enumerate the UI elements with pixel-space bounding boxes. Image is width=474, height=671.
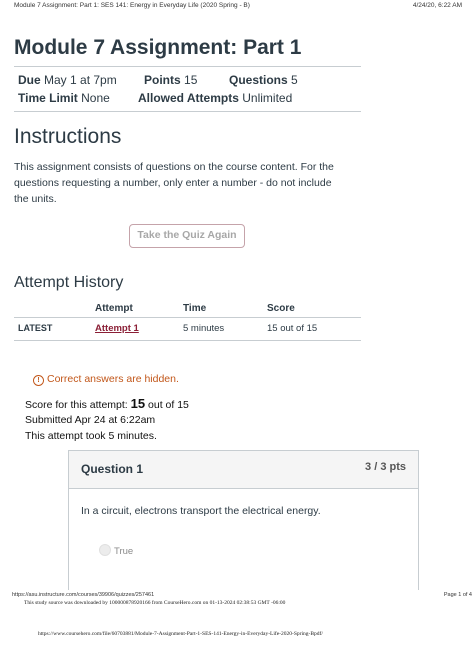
- print-header-title: Module 7 Assignment: Part 1: SES 141: Energy in Everyday Life (2020 Spring - B): [14, 2, 250, 9]
- answer-option-label: True: [114, 546, 134, 557]
- allowed-attempts-value: Unlimited: [242, 91, 293, 105]
- meta-divider: [14, 111, 361, 112]
- instructions-heading: Instructions: [14, 125, 122, 148]
- score-line: [25, 396, 189, 411]
- score-prefix: Score for this attempt:: [25, 399, 128, 411]
- info-circle-icon: !: [33, 375, 44, 386]
- answer-option-true: [99, 544, 133, 557]
- instructions-text: This assignment consists of questions on the course content. For the questions requesting a number, only enter a number - do not include the units.: [14, 161, 334, 205]
- question-title: Question 1: [81, 462, 144, 476]
- print-header-date: 4/24/20, 6:22 AM: [412, 2, 462, 9]
- questions-label: Questions: [229, 73, 288, 87]
- column-header-time: Time: [183, 303, 207, 314]
- due-value: May 1 at 7pm: [44, 73, 117, 87]
- allowed-attempts-info: [138, 91, 292, 105]
- score-value: 15: [130, 396, 146, 411]
- score-suffix: out of 15: [148, 399, 189, 411]
- due-info: [18, 73, 117, 87]
- due-label: Due: [18, 73, 41, 87]
- attempt-1-link[interactable]: Attempt 1: [95, 323, 139, 334]
- column-header-score: Score: [267, 303, 295, 314]
- questions-value: 5: [291, 73, 298, 87]
- allowed-attempts-label: Allowed Attempts: [138, 91, 239, 105]
- title-divider: [14, 66, 361, 67]
- question-header: [69, 451, 418, 489]
- footer-source-note: This study source was downloaded by 100000878920166 from CourseHero.com on 01-13-2024 02:38:53 GMT -06:00: [24, 600, 286, 606]
- attempt-time: 5 minutes: [183, 323, 225, 334]
- take-quiz-again-button[interactable]: Take the Quiz Again: [129, 224, 245, 248]
- column-header-attempt: Attempt: [95, 303, 133, 314]
- footer-source-url: https://www.coursehero.com/file/60703881/Module-7-Assignment-Part-1-SES-141-Energy-in-Everyday-Life-2020-Spring-Bpdf/: [38, 631, 323, 637]
- points-value: 15: [184, 73, 198, 87]
- notice-text: Correct answers are hidden.: [47, 373, 179, 385]
- correct-answers-hidden-notice: [33, 373, 179, 386]
- questions-info: [229, 73, 298, 87]
- question-card: [68, 450, 419, 590]
- table-header-divider: [14, 317, 361, 318]
- submitted-time: Submitted Apr 24 at 6:22am: [25, 414, 156, 426]
- attempt-score: 15 out of 15: [267, 323, 318, 334]
- time-limit-label: Time Limit: [18, 91, 78, 105]
- points-info: [144, 73, 197, 87]
- row-label-latest: LATEST: [18, 323, 53, 333]
- radio-button-icon: [99, 544, 111, 556]
- footer-url: https://asu.instructure.com/courses/39906/quizzes/257461: [12, 592, 155, 598]
- page-title: Module 7 Assignment: Part 1: [14, 36, 302, 59]
- points-label: Points: [144, 73, 181, 87]
- time-limit-info: [18, 91, 110, 105]
- footer-page-number: Page 1 of 4: [443, 592, 472, 598]
- table-row-divider: [14, 340, 361, 341]
- attempt-duration: This attempt took 5 minutes.: [25, 430, 157, 442]
- attempt-history-heading: Attempt History: [14, 274, 124, 291]
- question-points: 3 / 3 pts: [365, 461, 406, 473]
- time-limit-value: None: [81, 91, 110, 105]
- question-text: In a circuit, electrons transport the electrical energy.: [81, 505, 321, 517]
